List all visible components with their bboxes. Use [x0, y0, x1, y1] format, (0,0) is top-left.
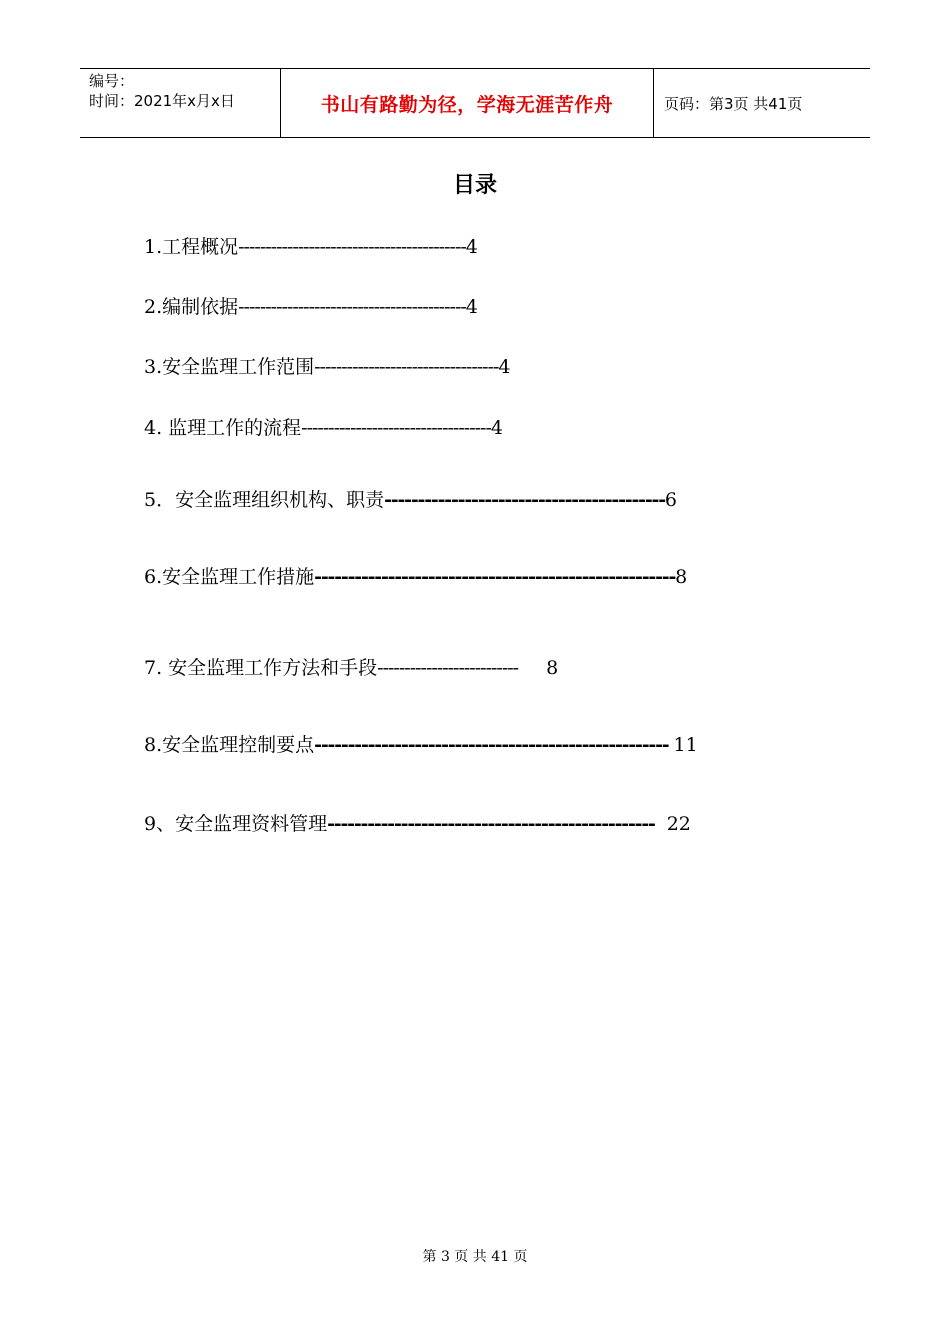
toc-page-number: 4 — [465, 236, 478, 258]
toc-entry-text: 3.安全监理工作范围 — [144, 356, 315, 378]
toc-leader: ------------------------------------------------------ — [314, 566, 676, 588]
toc-leader: ------------------------------------------------- — [327, 813, 655, 835]
toc-leader: ---------------------------------- — [314, 356, 499, 378]
page-footer: 第 3 页 共 41 页 — [422, 1249, 528, 1265]
toc-page-number: 4 — [490, 417, 503, 439]
toc-entry[interactable] — [144, 413, 503, 440]
header-motto: 书山有路勤为径，学海无涯苦作舟 — [320, 93, 614, 116]
toc-entry[interactable] — [144, 809, 691, 836]
toc-entry[interactable] — [144, 562, 687, 589]
toc-entry[interactable] — [144, 232, 478, 259]
toc-page-number: 4 — [498, 356, 511, 378]
header-meta — [80, 69, 281, 137]
header-motto-cell — [281, 69, 654, 137]
toc-leader: ----------------------------------- — [301, 417, 491, 439]
toc-entry-text: 8.安全监理控制要点 — [144, 734, 315, 756]
toc-entry[interactable] — [144, 485, 677, 512]
toc-leader: ------------------------------------------ — [238, 296, 466, 318]
toc-entry[interactable] — [144, 730, 698, 757]
toc-leader: ----------------------------------------------------- — [314, 734, 669, 756]
toc-entry-text: 6.安全监理工作措施 — [144, 566, 315, 588]
toc-entry-text: 2.编制依据 — [144, 296, 239, 318]
toc-leader: -------------------------- — [377, 657, 519, 679]
toc-entry-text: 9、安全监理资料管理 — [144, 813, 328, 835]
toc-page-number: 6 — [664, 489, 677, 511]
toc-page-number: 4 — [465, 296, 478, 318]
header-page-info: 页码：第3页 共41页 — [664, 94, 803, 113]
toc-entry-text: 7. 安全监理工作方法和手段 — [144, 657, 378, 679]
toc-page-number: 22 — [666, 813, 691, 835]
toc-title: 目录 — [452, 173, 497, 198]
toc-leader: ------------------------------------------ — [238, 236, 466, 258]
toc-entry[interactable] — [144, 292, 478, 319]
toc-entry[interactable] — [144, 352, 511, 379]
toc-leader: ------------------------------------------ — [384, 489, 665, 511]
document-time: 时间：2021年x月x日 — [89, 92, 235, 110]
toc-entry-text: 5．安全监理组织机构、职责 — [144, 489, 385, 511]
page-header — [80, 68, 870, 138]
toc-entry[interactable] — [144, 653, 558, 680]
toc-entry-text: 1.工程概况 — [144, 236, 239, 258]
toc-page-number: 11 — [673, 734, 698, 756]
document-number-label: 编号： — [89, 72, 135, 90]
toc-page-number: 8 — [675, 566, 688, 588]
toc-entry-text: 4. 监理工作的流程 — [144, 417, 302, 439]
toc-page-number: 8 — [546, 657, 559, 679]
